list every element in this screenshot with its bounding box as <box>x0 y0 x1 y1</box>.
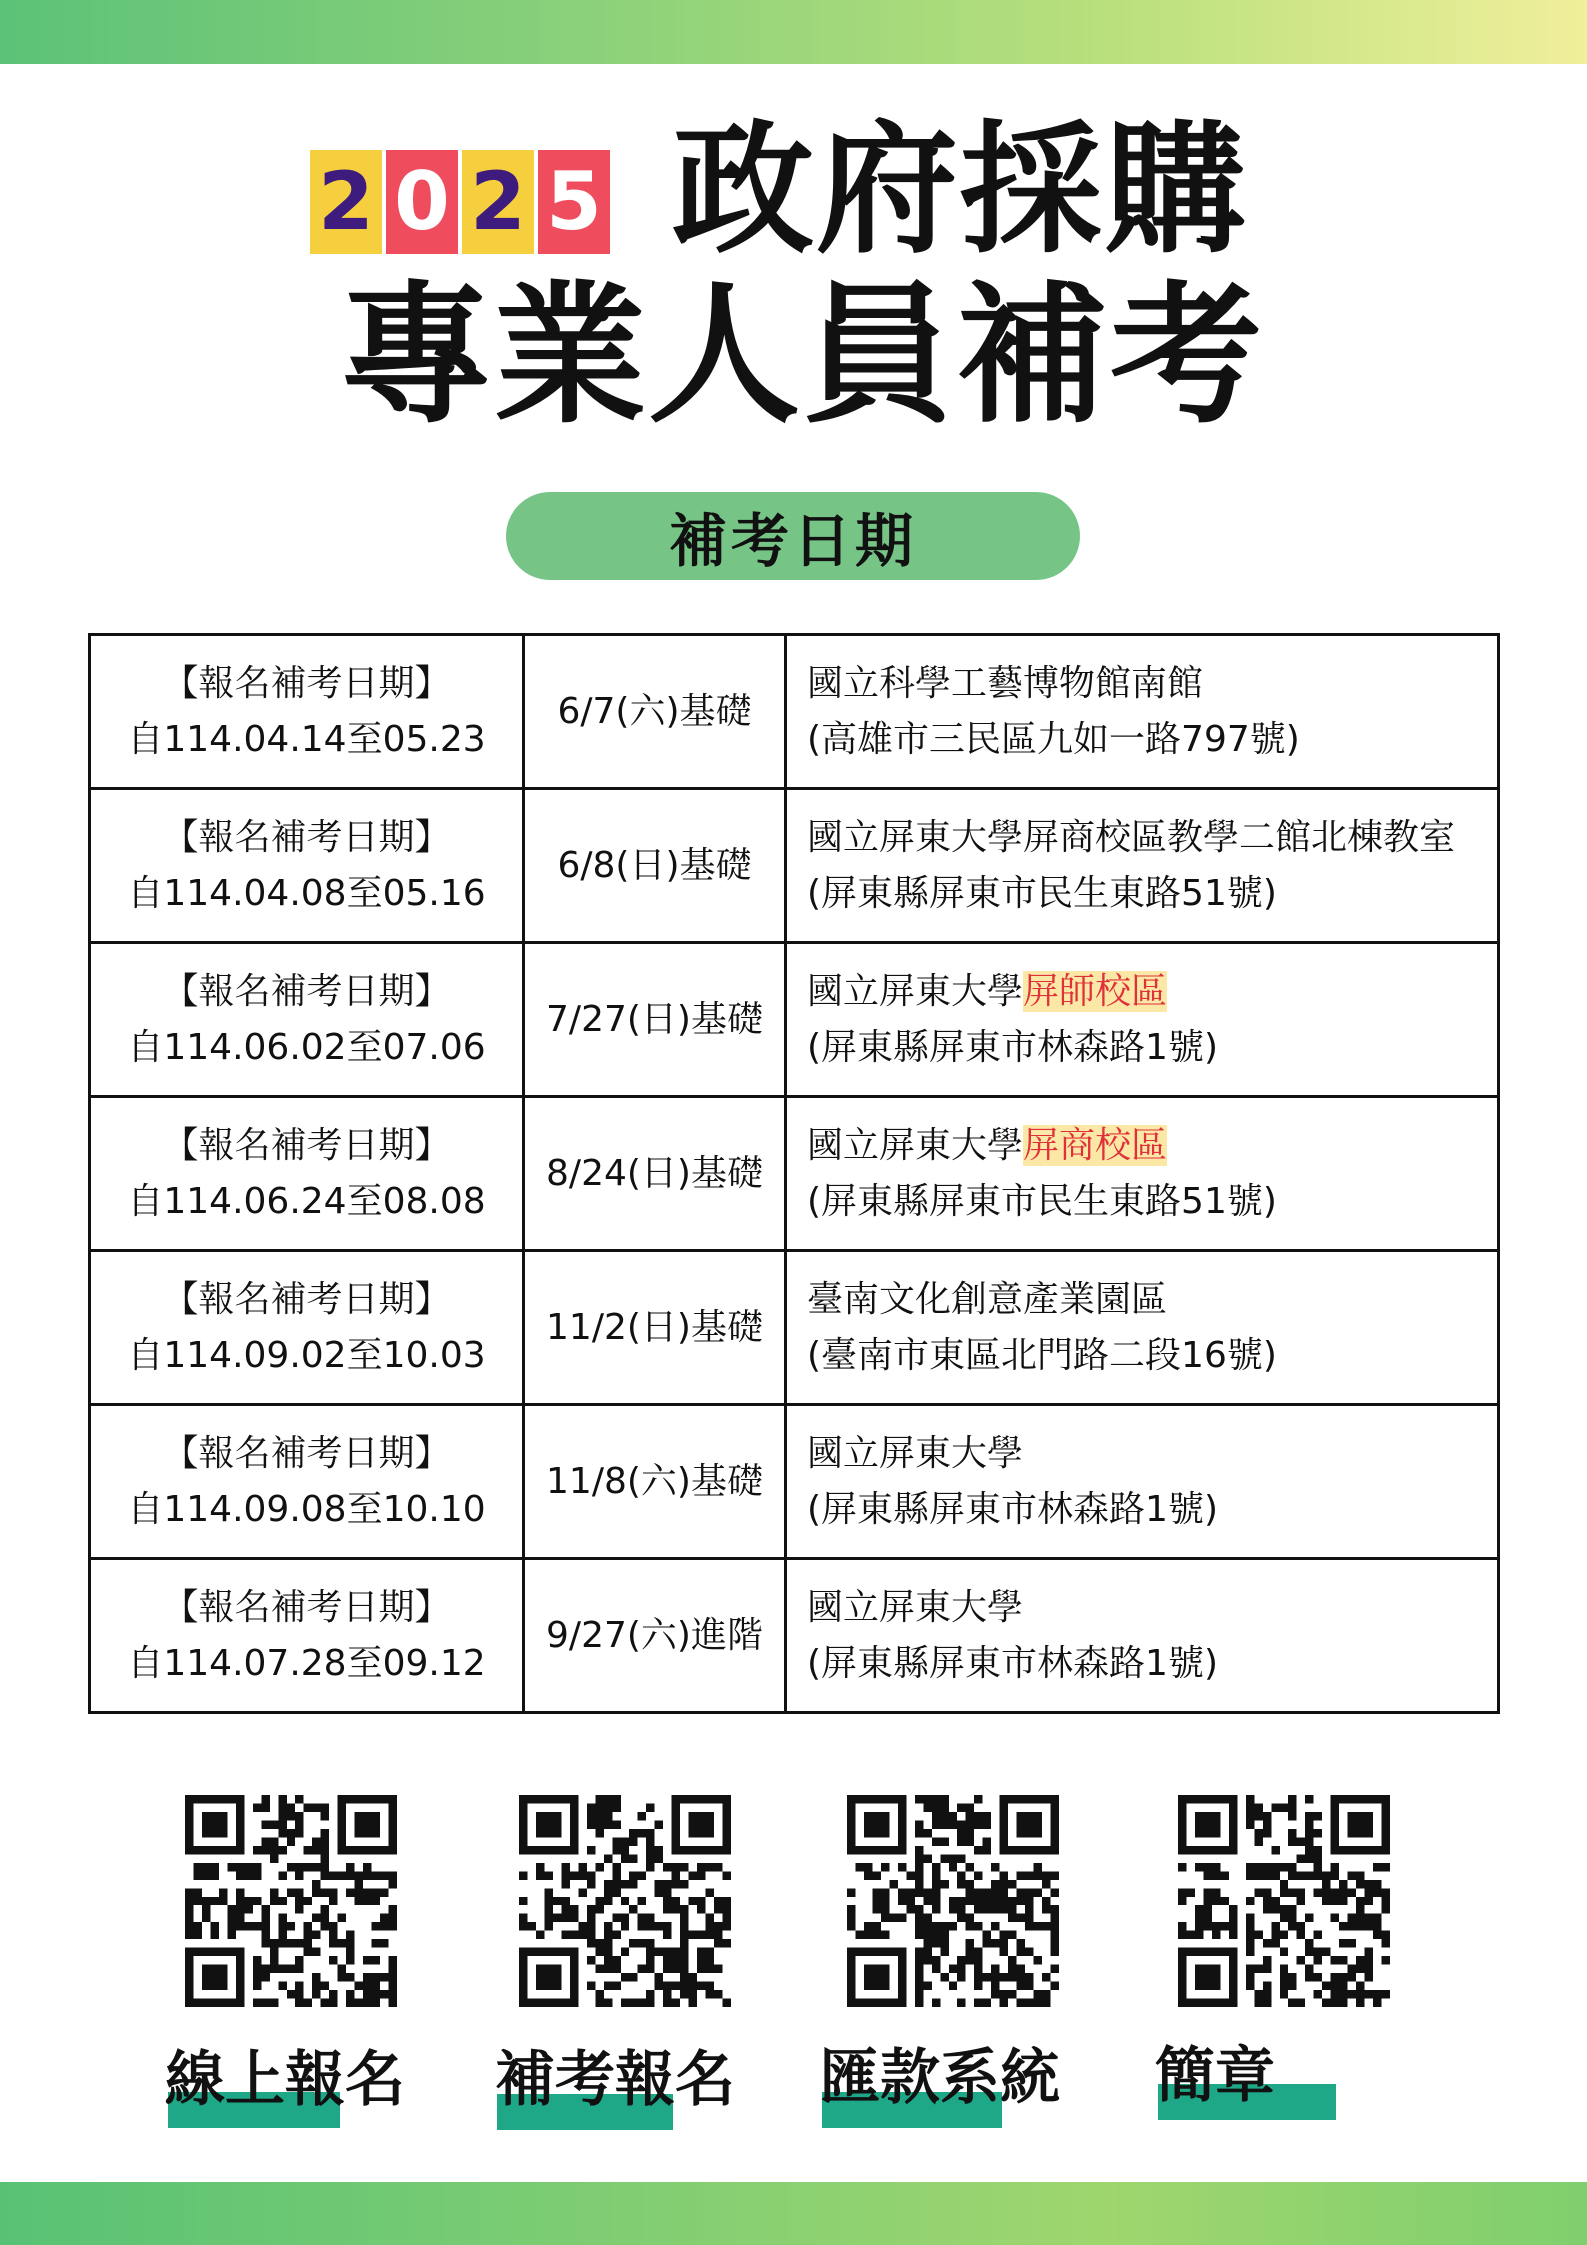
year-digit: 2 <box>310 150 382 254</box>
registration-period-cell <box>90 635 524 789</box>
registration-label: 【報名補考日期】 <box>162 1586 451 1628</box>
year-badge <box>310 150 610 254</box>
venue-name-text: 國立屏東大學 <box>807 1432 1024 1474</box>
exam-date-cell <box>524 789 786 943</box>
registration-label: 【報名補考日期】 <box>162 970 451 1012</box>
registration-label: 【報名補考日期】 <box>162 1278 451 1320</box>
registration-label: 【報名補考日期】 <box>162 1432 451 1474</box>
venue-cell <box>786 1251 1499 1405</box>
registration-period-cell <box>90 1405 524 1559</box>
venue-address: (臺南市東區北門路二段16號) <box>807 1334 1277 1376</box>
venue-cell <box>786 1405 1499 1559</box>
exam-date-cell <box>524 1405 786 1559</box>
exam-date: 11/8(六)基礎 <box>546 1460 763 1502</box>
registration-period-cell <box>90 1097 524 1251</box>
title-line-2: 專業人員補考 <box>340 267 1264 444</box>
qr-code-icon[interactable] <box>519 1795 731 2007</box>
year-digit: 0 <box>386 150 458 254</box>
qr-label-online-registration[interactable]: 線上報名 <box>165 2045 405 2115</box>
exam-date-cell <box>524 1559 786 1713</box>
venue-cell <box>786 1559 1499 1713</box>
venue-name-text: 國立屏東大學 <box>807 1124 1024 1166</box>
venue-cell <box>786 789 1499 943</box>
venue-name <box>807 1580 1497 1636</box>
table-row <box>90 635 1499 789</box>
exam-date: 7/27(日)基礎 <box>546 998 763 1040</box>
table-row <box>90 943 1499 1097</box>
registration-range: 自114.04.14至05.23 <box>127 718 486 760</box>
venue-name <box>807 1426 1497 1482</box>
qr-code-icon[interactable] <box>847 1795 1059 2007</box>
venue-cell <box>786 943 1499 1097</box>
venue-name-text: 國立屏東大學 <box>807 970 1024 1012</box>
section-label: 補考日期 <box>668 507 917 575</box>
table-row <box>90 1405 1499 1559</box>
registration-range: 自114.06.02至07.06 <box>127 1026 486 1068</box>
registration-period-cell <box>90 1559 524 1713</box>
venue-address: (屏東縣屏東市林森路1號) <box>807 1642 1218 1684</box>
registration-label: 【報名補考日期】 <box>162 662 451 704</box>
exam-date: 8/24(日)基礎 <box>546 1152 763 1194</box>
schedule-table <box>88 633 1500 1714</box>
year-digit: 5 <box>538 150 610 254</box>
qr-code-icon[interactable] <box>185 1795 397 2007</box>
table-row <box>90 1559 1499 1713</box>
exam-date-cell <box>524 943 786 1097</box>
venue-name <box>807 1272 1497 1328</box>
registration-range: 自114.06.24至08.08 <box>127 1180 486 1222</box>
venue-cell <box>786 1097 1499 1251</box>
venue-campus-highlight: 屏商校區 <box>1023 1124 1168 1166</box>
venue-name <box>807 810 1497 866</box>
qr-label-brochure[interactable]: 簡章 <box>1155 2041 1275 2111</box>
registration-period-cell <box>90 789 524 943</box>
registration-range: 自114.07.28至09.12 <box>127 1642 486 1684</box>
venue-name <box>807 656 1497 712</box>
exam-date: 6/7(六)基礎 <box>557 690 752 732</box>
qr-label-makeup-registration[interactable]: 補考報名 <box>495 2045 735 2115</box>
registration-range: 自114.04.08至05.16 <box>127 872 486 914</box>
registration-range: 自114.09.08至10.10 <box>127 1488 486 1530</box>
venue-name-text: 臺南文化創意產業園區 <box>807 1278 1168 1320</box>
venue-address: (屏東縣屏東市民生東路51號) <box>807 1180 1277 1222</box>
venue-name-text: 國立科學工藝博物館南館 <box>807 662 1204 704</box>
exam-date-cell <box>524 1097 786 1251</box>
venue-address: (屏東縣屏東市林森路1號) <box>807 1026 1218 1068</box>
exam-date: 9/27(六)進階 <box>546 1614 763 1656</box>
qr-code-icon[interactable] <box>1178 1795 1390 2007</box>
venue-cell <box>786 635 1499 789</box>
section-pill-exam-dates <box>506 492 1080 580</box>
venue-campus-highlight: 屏師校區 <box>1023 970 1168 1012</box>
year-digit: 2 <box>462 150 534 254</box>
venue-name <box>807 1118 1497 1174</box>
venue-name-text: 國立屏東大學屏商校區教學二館北棟教室 <box>807 816 1456 858</box>
venue-name <box>807 964 1497 1020</box>
bottom-decorative-band <box>0 2182 1587 2245</box>
table-row <box>90 1251 1499 1405</box>
table-row <box>90 1097 1499 1251</box>
table-row <box>90 789 1499 943</box>
registration-label: 【報名補考日期】 <box>162 816 451 858</box>
exam-date-cell <box>524 1251 786 1405</box>
exam-date: 11/2(日)基礎 <box>546 1306 763 1348</box>
exam-date: 6/8(日)基礎 <box>557 844 752 886</box>
title-line-1: 政府採購 <box>672 108 1248 273</box>
registration-period-cell <box>90 1251 524 1405</box>
top-decorative-band <box>0 0 1587 64</box>
exam-date-cell <box>524 635 786 789</box>
venue-address: (屏東縣屏東市林森路1號) <box>807 1488 1218 1530</box>
registration-period-cell <box>90 943 524 1097</box>
registration-range: 自114.09.02至10.03 <box>127 1334 486 1376</box>
venue-name-text: 國立屏東大學 <box>807 1586 1024 1628</box>
registration-label: 【報名補考日期】 <box>162 1124 451 1166</box>
venue-address: (高雄市三民區九如一路797號) <box>807 718 1300 760</box>
venue-address: (屏東縣屏東市民生東路51號) <box>807 872 1277 914</box>
qr-label-payment-system[interactable]: 匯款系統 <box>820 2043 1060 2113</box>
qr-code-row <box>0 1795 1587 2015</box>
